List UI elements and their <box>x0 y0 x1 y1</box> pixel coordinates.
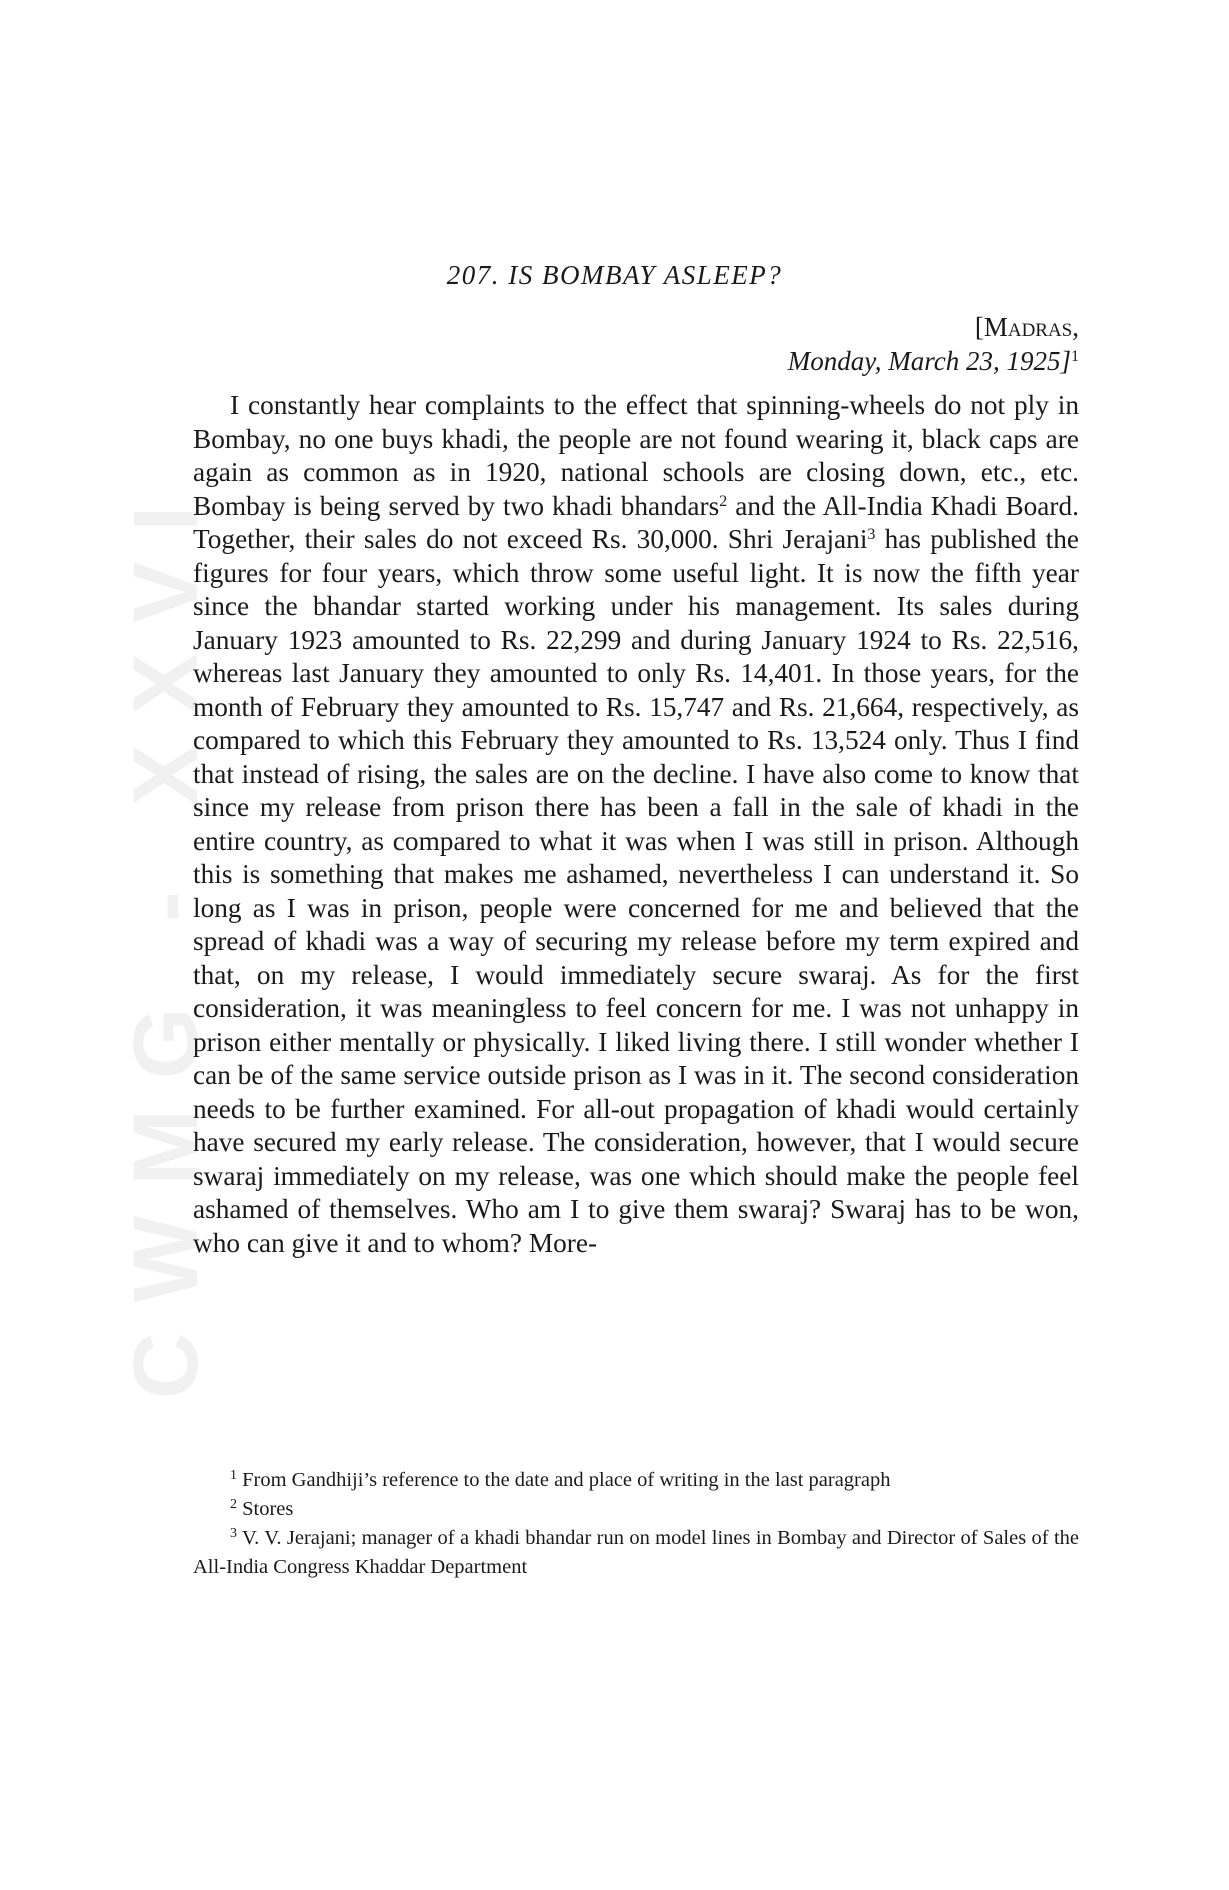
footnote-3-number: 3 <box>230 1526 237 1541</box>
footnote-1 <box>193 1466 1079 1495</box>
body-text-part2: and the All-India Khadi Board. Together, their sales do not exceed Rs. 30,000. Shri Jerajani <box>193 490 1079 554</box>
footnote-ref-1: 1 <box>1071 348 1079 365</box>
footnotes <box>193 1466 1079 1582</box>
body-text-part1: I constantly hear complaints to the effect that spinning-wheels do not ply in Bombay, no one buys khadi, the people are not found wearing it, black caps are again as common as in 1920, national schools are closing down, etc., etc. Bombay is being served by two khadi bhandars <box>193 390 1079 521</box>
dateline-date <box>600 344 1079 378</box>
dateline <box>600 310 1079 378</box>
dateline-date-text: Monday, March 23, 1925] <box>787 346 1071 376</box>
footnote-2-number: 2 <box>230 1497 237 1512</box>
dateline-place: [Madras, <box>974 312 1079 342</box>
watermark-text: CWMG - XXVI <box>114 475 217 1399</box>
page-title: 207. IS BOMBAY ASLEEP? <box>446 260 783 290</box>
footnote-1-number: 1 <box>230 1468 237 1483</box>
footnote-ref-3: 3 <box>867 526 876 543</box>
footnote-1-text: From Gandhiji’s reference to the date and place of writing in the last paragraph <box>242 1469 891 1491</box>
footnote-ref-2: 2 <box>719 492 728 510</box>
body-text-part3: has published the figures for four years, which throw some useful light. It is now the fifth year since the bhandar started working under his management. Its sales during January 1923 amounted to Rs. 22,299 and during January 1924 to Rs. 22,516, whereas last January they amounted to only Rs. 14,401. In those years, for the month of February they amounted to Rs. 15,747 and Rs. 21,664, respectively, as compared to which this February they amounted to Rs. 13,524 only. Thus I find that instead of rising, the sales are on the decline. I have also come to know that since my release from prison there has been a fall in the sale of khadi in the entire country, as compared to what it was when I was still in prison. Although this is something that makes me ashamed, nevertheless I can understand it. So long as I was in prison, people were concerned for me and believed that the spread of khadi was a way of securing my release before my term expired and that, on my release, I would immediately secure swaraj. As for the first consideration, it was meaningless to feel concern for me. I was not unhappy in prison either mentally or physically. I liked living there. I still wonder whether I can be of the same service outside prison as I was in it. The second consideration needs to be further examined. For all-out propagation of khadi would certainly have secured my early release. The consideration, however, that I would secure swaraj immediately on my release, was one which should make the people feel ashamed of themselves. Who am I to give them swaraj? Swaraj has to be won, who can give it and to whom? More- <box>193 524 1079 1258</box>
body-paragraph <box>193 389 1079 1260</box>
footnote-2-text: Stores <box>242 1498 294 1520</box>
footnote-2 <box>193 1495 1079 1524</box>
footnote-3 <box>193 1524 1079 1582</box>
footnote-3-text: V. V. Jerajani; manager of a khadi bhandar run on model lines in Bombay and Director of Sales of the All-India Congress Khaddar Department <box>193 1527 1079 1578</box>
